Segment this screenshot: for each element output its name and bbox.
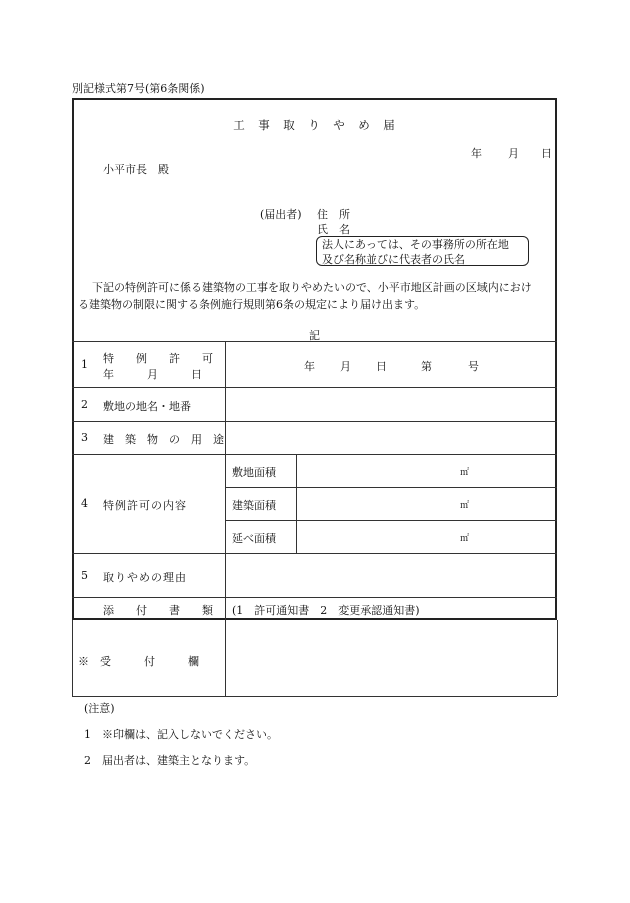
form-reference: 別記様式第7号(第6条関係)	[72, 82, 205, 95]
row5-number: 5	[81, 569, 88, 582]
row-divider	[72, 553, 557, 554]
date-year: 年	[471, 147, 482, 160]
corp-note-line-2: 及び名称並びに代表者の氏名	[322, 253, 465, 266]
row2-label: 敷地の地名・地番	[103, 400, 191, 413]
row1-value-day: 日	[376, 360, 387, 373]
row1-value-dai: 第	[421, 360, 432, 373]
table-top-line	[72, 341, 557, 342]
body-text-line-2: る建築物の制限に関する条例施行規則第6条の規定により届け出ます。	[78, 298, 426, 311]
column-divider	[225, 341, 226, 620]
row2-number: 2	[81, 398, 88, 411]
reception-left-line	[72, 620, 73, 696]
row-divider	[72, 421, 557, 422]
form-title: 工 事 取 り や め 届	[233, 118, 396, 132]
attachment-label: 添 付 書 類	[103, 604, 213, 617]
applicant-label: (届出者)	[260, 208, 302, 221]
addressee: 小平市長 殿	[103, 163, 169, 176]
date-month: 月	[508, 147, 519, 160]
applicant-name-label: 氏 名	[317, 223, 350, 236]
reception-bottom-line	[72, 696, 557, 697]
row-divider	[225, 520, 557, 521]
note-item-2: 2 届出者は、建築主となります。	[84, 754, 256, 767]
site-area-label: 敷地面積	[232, 466, 276, 479]
row4-number: 4	[81, 497, 88, 510]
row-divider	[72, 454, 557, 455]
notes-heading: (注意)	[84, 702, 115, 715]
date-day: 日	[541, 147, 552, 160]
row1-label-line-2: 年 月 日	[103, 368, 202, 381]
column-divider	[296, 454, 297, 553]
reception-label: ※ 受 付 欄	[78, 655, 199, 668]
reception-divider	[225, 620, 226, 696]
row5-label: 取りやめの理由	[103, 571, 187, 584]
corp-note-line-1: 法人にあっては、その事務所の所在地	[322, 238, 509, 251]
applicant-address-label: 住 所	[317, 208, 350, 221]
row-divider	[72, 597, 557, 598]
row1-value-go: 号	[468, 360, 479, 373]
row4-label: 特例許可の内容	[103, 499, 187, 512]
row3-label: 建 築 物 の 用 途	[103, 433, 224, 446]
building-area-unit: ㎡	[460, 501, 470, 511]
floor-area-label: 延べ面積	[232, 532, 276, 545]
body-text-line-1: 下記の特例許可に係る建築物の工事を取りやめたいので、小平市地区計画の区域内におけ	[92, 281, 532, 294]
floor-area-unit: ㎡	[460, 534, 470, 544]
ki-label: 記	[309, 329, 320, 342]
building-area-label: 建築面積	[232, 499, 276, 512]
site-area-unit: ㎡	[460, 468, 470, 478]
row1-value-month: 月	[340, 360, 351, 373]
row1-label-line-1: 特 例 許 可	[103, 352, 213, 365]
note-item-1: 1 ※印欄は、記入しないでください。	[84, 728, 278, 741]
row1-number: 1	[81, 358, 88, 371]
row3-number: 3	[81, 431, 88, 444]
row1-value-year: 年	[304, 360, 315, 373]
row-divider	[225, 487, 557, 488]
attachment-value: (1 許可通知書 2 変更承認通知書)	[232, 604, 420, 617]
row-divider	[72, 387, 557, 388]
reception-right-line	[557, 620, 558, 696]
